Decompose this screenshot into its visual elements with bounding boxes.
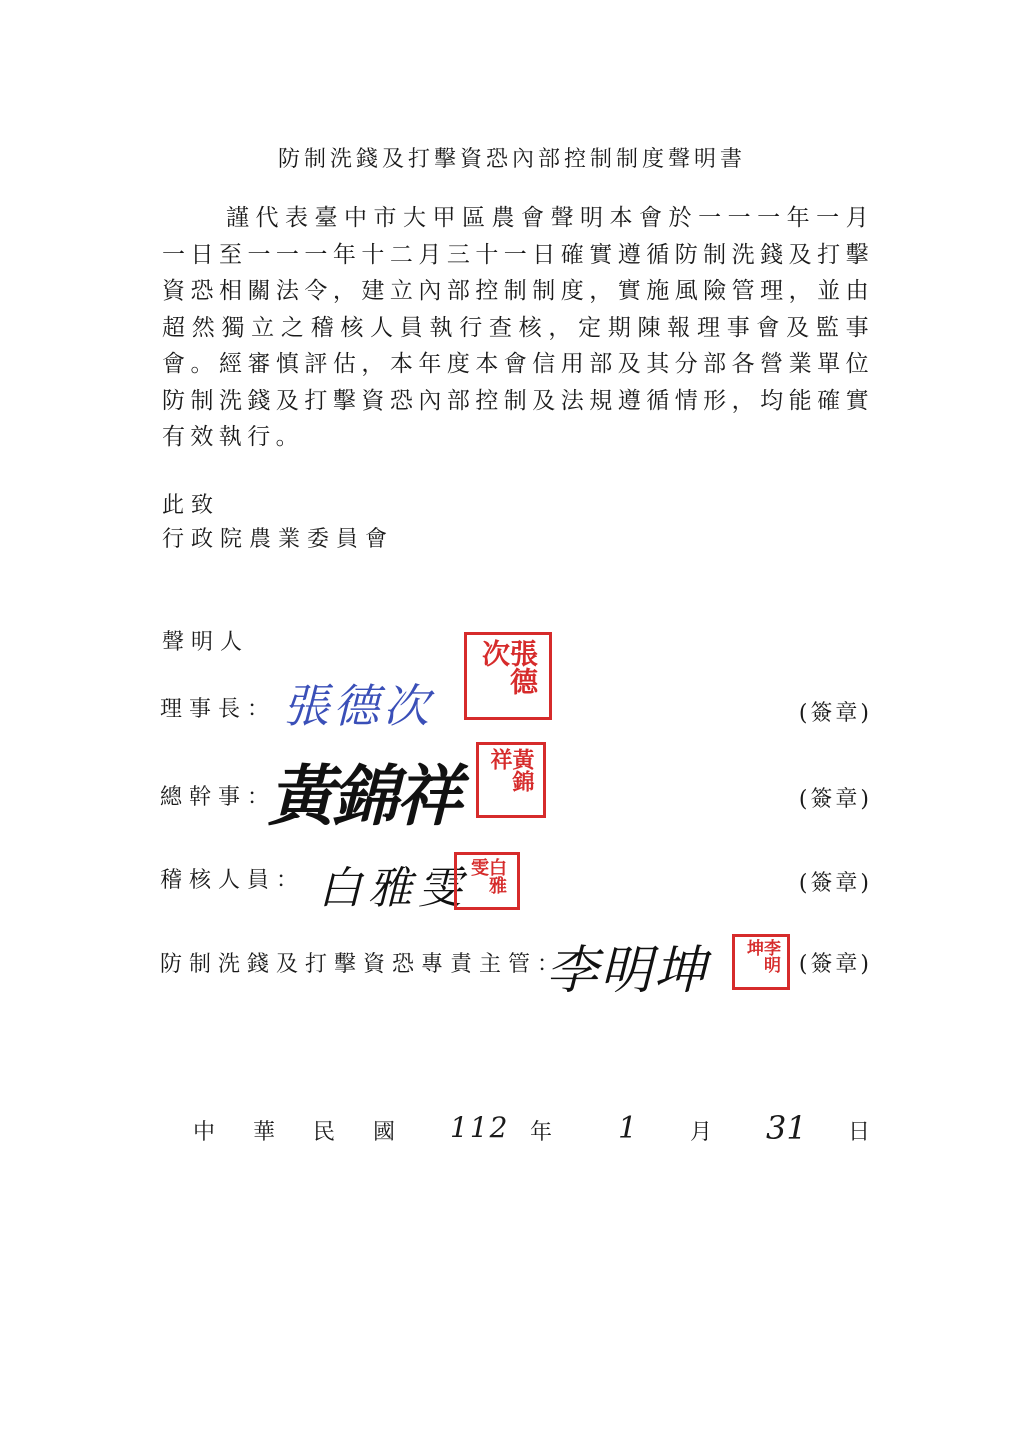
declarant-label: 聲明人 [162, 630, 250, 655]
signature-suffix: (簽章) [798, 952, 872, 977]
date-day-handwritten: 31 [766, 1109, 807, 1147]
handwritten-signature: 白雅雯 [318, 863, 468, 914]
handwritten-signature: 黃錦祥 [268, 757, 460, 835]
signature-suffix: (簽章) [798, 787, 872, 812]
date-day-unit: 日 [848, 1120, 871, 1145]
recipient: 行政院農業委員會 [162, 527, 395, 552]
signatory-label: 理事長： [160, 697, 277, 722]
date-prefix-char: 華 [253, 1120, 276, 1145]
date-year-handwritten: 112 [450, 1111, 510, 1144]
handwritten-signature: 張德次 [283, 679, 433, 733]
salutation: 此致 [162, 493, 221, 518]
date-month-unit: 月 [690, 1120, 713, 1145]
date-month-handwritten: 1 [618, 1111, 638, 1146]
red-seal: 黃錦祥 [476, 742, 546, 818]
signature-suffix: (簽章) [798, 871, 872, 896]
red-seal: 李明坤 [732, 934, 790, 990]
red-seal: 白雅雯 [454, 852, 520, 910]
date-prefix-char: 民 [313, 1120, 336, 1145]
date-row [0, 1109, 1024, 1155]
document-title: 防制洗錢及打擊資恐內部控制制度聲明書 [277, 147, 746, 172]
declaration-body: 謹代表臺中市大甲區農會聲明本會於一一一年一月一日至一一一年十二月三十一日確實遵循防制洗錢及打擊資恐相關法令，建立內部控制制度，實施風險管理，並由超然獨立之稽核人員執行查核，定期陳報理事會及監事會。經審慎評估，本年度本會信用部及其分部各營業單位防制洗錢及打擊資恐內部控制及法規遵循情形，均能確實有效執行。 [162, 205, 874, 450]
date-year-unit: 年 [530, 1120, 553, 1145]
handwritten-signature: 李明坤 [546, 941, 709, 1001]
date-prefix-char: 中 [193, 1120, 216, 1145]
signatory-label: 稽核人員： [160, 868, 306, 893]
red-seal: 張德次 [464, 632, 552, 720]
date-prefix-char: 國 [373, 1120, 396, 1145]
signature-suffix: (簽章) [798, 701, 872, 726]
signatory-label: 總幹事： [160, 785, 277, 810]
signatory-label: 防制洗錢及打擊資恐專責主管： [160, 952, 567, 977]
